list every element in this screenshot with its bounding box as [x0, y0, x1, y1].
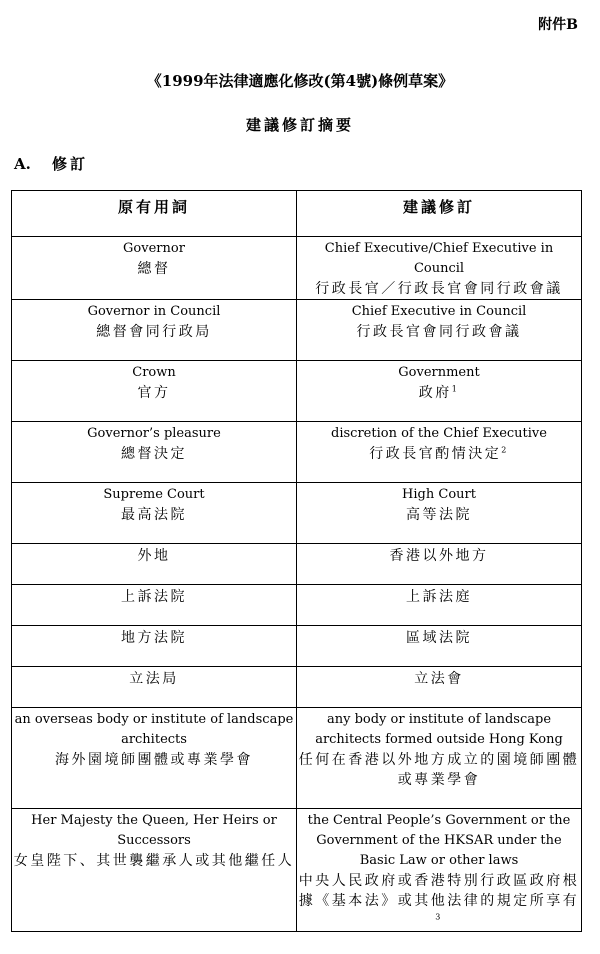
original-term-en: Governor [123, 241, 185, 256]
table-row [12, 361, 582, 422]
table-row [12, 667, 582, 708]
original-term-cell [12, 708, 297, 809]
proposed-term-zh [298, 871, 580, 931]
table-row [12, 585, 582, 626]
proposed-amendment-cell [297, 585, 582, 626]
proposed-term-zh [298, 444, 580, 464]
header-proposed-amendment: 建議修訂 [297, 191, 582, 237]
proposed-term-zh [298, 383, 580, 403]
proposed-amendment-cell [297, 809, 582, 932]
proposed-term-zh-text: 中央人民政府或香港特別行政區政府根據《基本法》或其他法律的規定所享有 [298, 873, 580, 909]
original-term-en: Governor in Council [87, 304, 221, 319]
table-row [12, 422, 582, 483]
proposed-amendment-cell [297, 361, 582, 422]
proposed-term-zh-text: 行政長官酌情決定 [369, 446, 502, 462]
proposed-term-en: Government [398, 365, 480, 380]
original-term-zh: 海外園境師團體或專業學會 [55, 752, 253, 768]
proposed-term-zh: 香港以外地方 [389, 548, 489, 564]
original-term-zh: 總督會同行政局 [96, 324, 212, 340]
original-term-cell [12, 544, 297, 585]
original-term-zh: 立法局 [129, 671, 179, 687]
original-term-zh: 最高法院 [121, 507, 187, 523]
original-term-en: Supreme Court [103, 487, 205, 502]
table-header-row [12, 191, 582, 237]
proposed-term-zh: 行政長官／行政長官會同行政會議 [315, 281, 563, 297]
proposed-term-zh: 上訴法庭 [406, 589, 472, 605]
proposed-amendment-cell [297, 422, 582, 483]
proposed-term-zh: 立法會 [414, 671, 464, 687]
table-row [12, 483, 582, 544]
footnote-marker: 1 [451, 384, 460, 394]
original-term-cell [12, 483, 297, 544]
original-term-cell [12, 361, 297, 422]
original-term-zh: 官方 [137, 385, 171, 401]
original-term-zh: 外地 [137, 548, 171, 564]
proposed-term-en: discretion of the Chief Executive [331, 426, 547, 441]
original-term-cell [12, 626, 297, 667]
original-term-zh: 地方法院 [121, 630, 187, 646]
proposed-term-en: High Court [402, 487, 476, 502]
table-row [12, 809, 582, 932]
document-subtitle: 建議修訂摘要 [245, 116, 354, 134]
annex-label: 附件B [538, 17, 578, 33]
original-term-cell [12, 667, 297, 708]
proposed-term-en: any body or institute of landscape architects formed outside Hong Kong [315, 712, 563, 747]
original-term-cell [12, 585, 297, 626]
proposed-amendment-cell [297, 483, 582, 544]
section-heading [14, 153, 88, 174]
proposed-amendment-cell [297, 626, 582, 667]
table-row [12, 626, 582, 667]
table-row [12, 237, 582, 300]
header-original-term: 原有用詞 [12, 191, 297, 237]
proposed-amendment-cell [297, 667, 582, 708]
document-title: 《1999年法律適應化修改(第4號)條例草案》 [146, 72, 454, 90]
original-term-zh: 女皇陛下、其世襲繼承人或其他繼任人 [13, 853, 295, 869]
footnote-marker: 2 [501, 445, 509, 455]
original-term-en: an overseas body or institute of landscape architects [14, 712, 294, 747]
footnote-marker: 3 [435, 912, 443, 922]
original-term-cell [12, 300, 297, 361]
proposed-amendment-cell [297, 708, 582, 809]
proposed-amendment-cell [297, 300, 582, 361]
amendments-table [11, 190, 582, 932]
original-term-en: Crown [132, 365, 176, 380]
proposed-amendment-cell [297, 544, 582, 585]
original-term-zh: 上訴法院 [121, 589, 187, 605]
table-row [12, 708, 582, 809]
table-row [12, 544, 582, 585]
original-term-zh: 總督決定 [121, 446, 187, 462]
proposed-term-zh: 高等法院 [406, 507, 472, 523]
proposed-term-zh: 區域法院 [406, 630, 472, 646]
proposed-term-en: the Central People’s Government or the Government of the HKSAR under the Basic Law or other laws [307, 813, 571, 868]
proposed-term-en: Chief Executive in Council [351, 304, 527, 319]
proposed-term-zh-text: 政府 [418, 385, 452, 401]
original-term-cell [12, 422, 297, 483]
original-term-en: Governor’s pleasure [87, 426, 221, 441]
proposed-term-en: Chief Executive/Chief Executive in Council [324, 241, 554, 276]
table-row [12, 300, 582, 361]
original-term-zh: 總督 [137, 261, 171, 277]
proposed-amendment-cell [297, 237, 582, 300]
proposed-term-zh: 任何在香港以外地方成立的園境師團體或專業學會 [298, 752, 580, 788]
original-term-cell [12, 809, 297, 932]
original-term-cell [12, 237, 297, 300]
section-number: A. [14, 155, 31, 173]
section-title: 修訂 [52, 155, 89, 173]
original-term-en: Her Majesty the Queen, Her Heirs or Successors [31, 813, 277, 848]
proposed-term-zh: 行政長官會同行政會議 [356, 324, 522, 340]
